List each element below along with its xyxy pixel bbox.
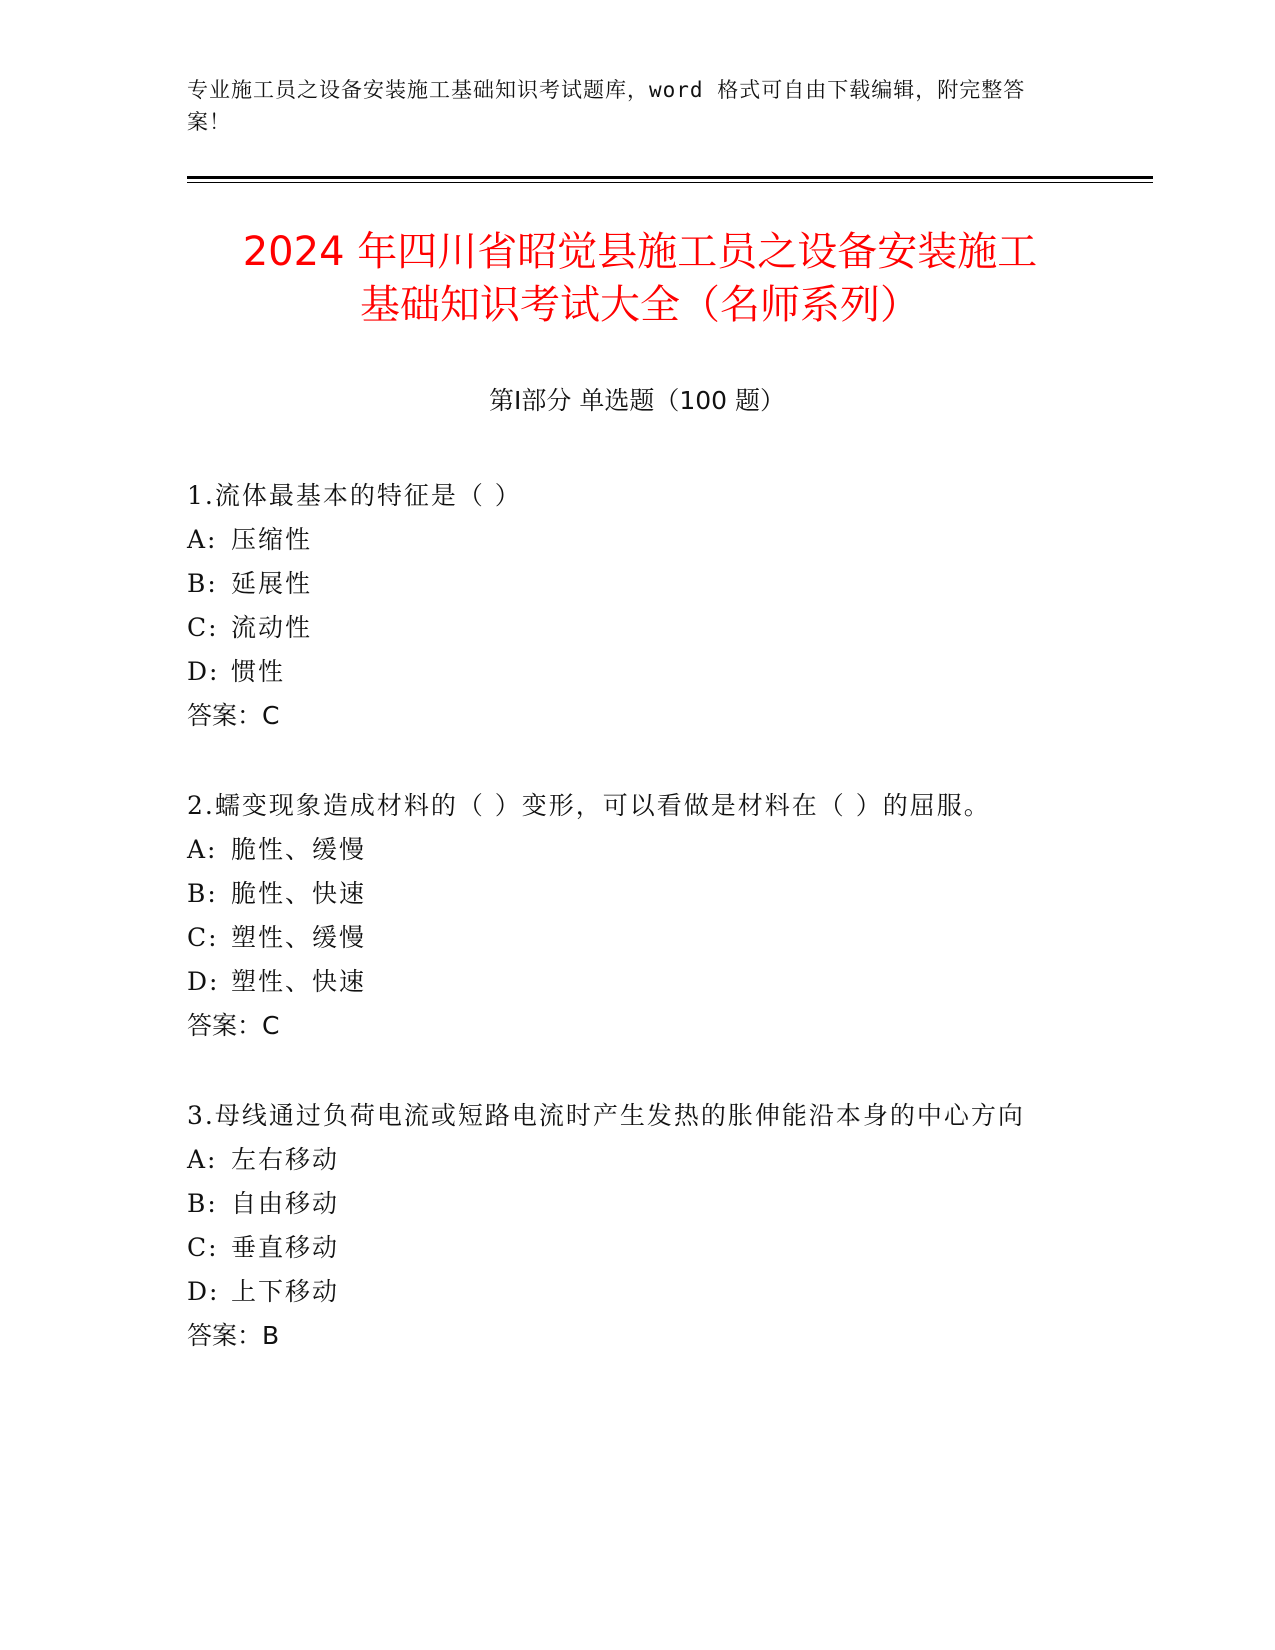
option-text: 塑性、快速 [231,967,367,996]
question-1 [187,474,1067,738]
question-2 [187,784,1067,1048]
header-divider-thick [187,176,1153,179]
question-3 [187,1094,1067,1358]
option-key: C: [187,613,219,642]
option-d [187,1270,1067,1314]
question-list [187,474,1067,1404]
option-c [187,1226,1067,1270]
question-stem: 1.流体最基本的特征是（ ） [187,481,522,510]
option-text: 脆性、缓慢 [231,835,367,864]
option-a [187,828,1067,872]
answer-line: 答案：C [187,1011,280,1040]
option-key: C: [187,1233,219,1262]
option-text: 惯性 [231,657,286,686]
option-b [187,562,1067,606]
option-a [187,1138,1067,1182]
option-b [187,1182,1067,1226]
option-c [187,916,1067,960]
option-key: C: [187,923,219,952]
option-key: A: [187,1145,218,1174]
option-text: 上下移动 [231,1277,340,1306]
option-key: A: [187,525,218,554]
option-key: D: [187,1277,220,1306]
answer-line: 答案：B [187,1321,280,1350]
option-c [187,606,1067,650]
option-text: 延展性 [231,569,313,598]
option-text: 塑性、缓慢 [231,923,367,952]
question-stem: 2.蠕变现象造成材料的（ ）变形，可以看做是材料在（ ）的屈服。 [187,791,991,820]
option-key: D: [187,657,220,686]
option-key: B: [187,569,218,598]
section-heading: 第Ⅰ部分 单选题（100 题） [489,386,785,415]
option-key: B: [187,1189,218,1218]
option-key: A: [187,835,218,864]
option-text: 左右移动 [231,1145,340,1174]
option-key: D: [187,967,220,996]
option-a [187,518,1067,562]
header-divider-thin [187,182,1153,183]
option-text: 自由移动 [231,1189,340,1218]
option-d [187,960,1067,1004]
option-key: B: [187,879,218,908]
header-note: 专业施工员之设备安装施工基础知识考试题库，word 格式可自由下载编辑，附完整答案！ [187,78,1026,134]
option-text: 脆性、快速 [231,879,367,908]
answer-line: 答案：C [187,701,280,730]
question-stem: 3.母线通过负荷电流或短路电流时产生发热的胀伸能沿本身的中心方向 [187,1101,1025,1130]
option-d [187,650,1067,694]
title-line-1: 2024 年四川省昭觉县施工员之设备安装施工 [242,229,1038,275]
option-b [187,872,1067,916]
option-text: 流动性 [231,613,313,642]
title-line-2: 基础知识考试大全（名师系列） [360,282,920,328]
option-text: 压缩性 [231,525,313,554]
document-title [140,226,1140,332]
option-text: 垂直移动 [231,1233,340,1262]
